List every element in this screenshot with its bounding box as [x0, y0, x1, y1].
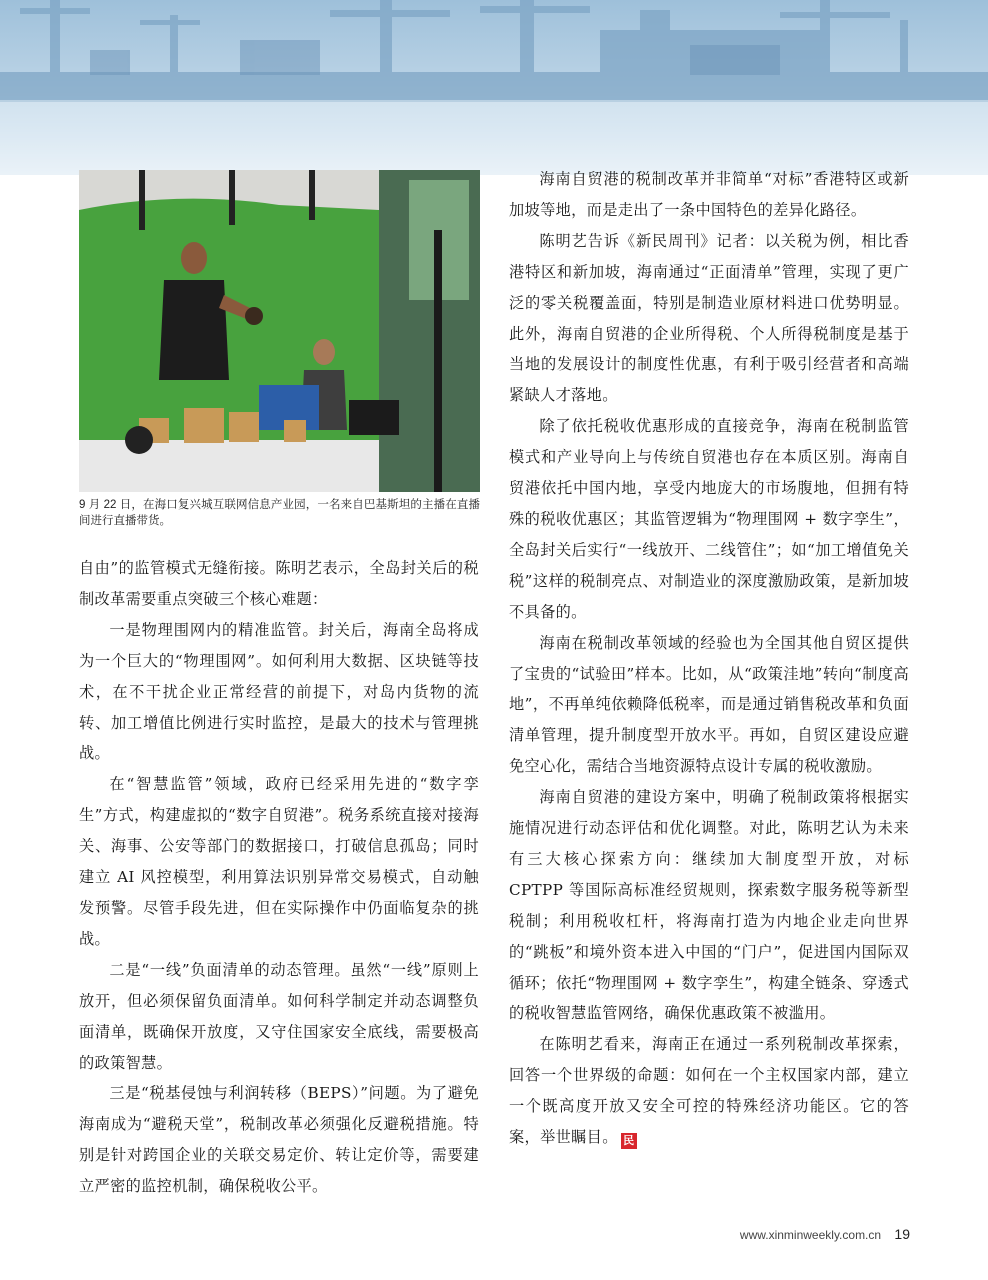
end-mark-icon: 民: [621, 1133, 637, 1149]
paragraph: 海南自贸港的建设方案中，明确了税制政策将根据实施情况进行动态评估和优化调整。对此，陈明艺认为未来有三大核心探索方向：继续加大制度型开放，对标 CPTPP 等国际高标准经贸规则，探索数字服务税等新型税制；利用税收杠杆，将海南打造为内地企业走向世界的“跳板”和境外资本进入中国的“门户”，促进国内国际双循环；依托“物理围网 + 数字孪生”，构建全链条、穿透式的税收智慧监管网络，确保优惠政策不被滥用。: [509, 788, 909, 1023]
livestream-studio-image: [79, 170, 480, 492]
left-column: [79, 553, 479, 1202]
paragraph: 二是“一线”负面清单的动态管理。虽然“一线”原则上放开，但必须保留负面清单。如何科学制定并动态调整负面清单，既确保开放度，又守住国家安全底线，需要极高的政策智慧。: [79, 960, 479, 1072]
paragraph: 海南自贸港的税制改革并非简单“对标”香港特区或新加坡等地，而是走出了一条中国特色的差异化路径。: [509, 170, 909, 219]
right-column: [509, 164, 909, 1153]
paragraph: 海南在税制改革领域的经验也为全国其他自贸区提供了宝贵的“试验田”样本。比如，从“政策洼地”转向“制度高地”，不再单纯依赖降低税率，而是通过销售税改革和负面清单管理，提升制度型开放水平。再如，自贸区建设应避免空心化，需结合当地资源特点设计专属的税收激励。: [509, 633, 909, 776]
website-url: www.xinminweekly.com.cn: [739, 1228, 882, 1242]
paragraph: 陈明艺告诉《新民周刊》记者：以关税为例，相比香港特区和新加坡，海南通过“正面清单”管理，实现了更广泛的零关税覆盖面，特别是制造业原材料进口优势明显。此外，海南自贸港的企业所得税、个人所得税制度是基于当地的发展设计的制度性优惠，有利于吸引经营者和高端紧缺人才落地。: [509, 231, 909, 405]
paragraph: 在“智慧监管”领域，政府已经采用先进的“数字孪生”方式，构建虚拟的“数字自贸港”。税务系统直接对接海关、海事、公安等部门的数据接口，打破信息孤岛；同时建立 AI 风控模型，利用算法识别异常交易模式，自动触发预警。尽管手段先进，但在实际操作中仍面临复杂的挑战。: [79, 775, 479, 948]
photo-caption: 9 月 22 日，在海口复兴城互联网信息产业园，一名来自巴基斯坦的主播在直播间进行直播带货。: [79, 499, 480, 527]
paragraph-text: 在陈明艺看来，海南正在通过一系列税制改革探索，回答一个世界级的命题：如何在一个主权国家内部，建立一个既高度开放又安全可控的特殊经济功能区。它的答案，举世瞩目。: [509, 1035, 909, 1147]
paragraph: 除了依托税收优惠形成的直接竞争，海南在税制监管模式和产业导向上与传统自贸港也存在本质区别。海南自贸港依托中国内地，享受内地庞大的市场腹地，但拥有特殊的税收优惠区；其监管逻辑为“物理围网 + 数字孪生”，全岛封关后实行“一线放开、二线管住”；如“加工增值免关税”这样的税制亮点、对制造业的深度激励政策，是新加坡不具备的。: [509, 417, 909, 621]
paragraph: 自由”的监管模式无缝衔接。陈明艺表示，全岛封关后的税制改革需要重点突破三个核心难题：: [79, 559, 479, 608]
paragraph: 三是“税基侵蚀与利润转移（BEPS）”问题。为了避免海南成为“避税天堂”，税制改革必须强化反避税措施。特别是针对跨国企业的关联交易定价、转让定价等，需要建立严密的监控机制，确保税收公平。: [79, 1084, 479, 1196]
header-banner-image: [0, 0, 988, 175]
port-cranes-illustration: [0, 0, 988, 175]
page-number: 19: [894, 1226, 910, 1242]
final-paragraph: [509, 1029, 909, 1153]
livestream-photo: [79, 170, 480, 492]
paragraph: 一是物理围网内的精准监管。封关后，海南全岛将成为一个巨大的“物理围网”。如何利用大数据、区块链等技术，在不干扰企业正常经营的前提下，对岛内货物的流转、加工增值比例进行实时监控，是最大的技术与管理挑战。: [79, 620, 479, 763]
page-footer: [740, 1226, 910, 1242]
